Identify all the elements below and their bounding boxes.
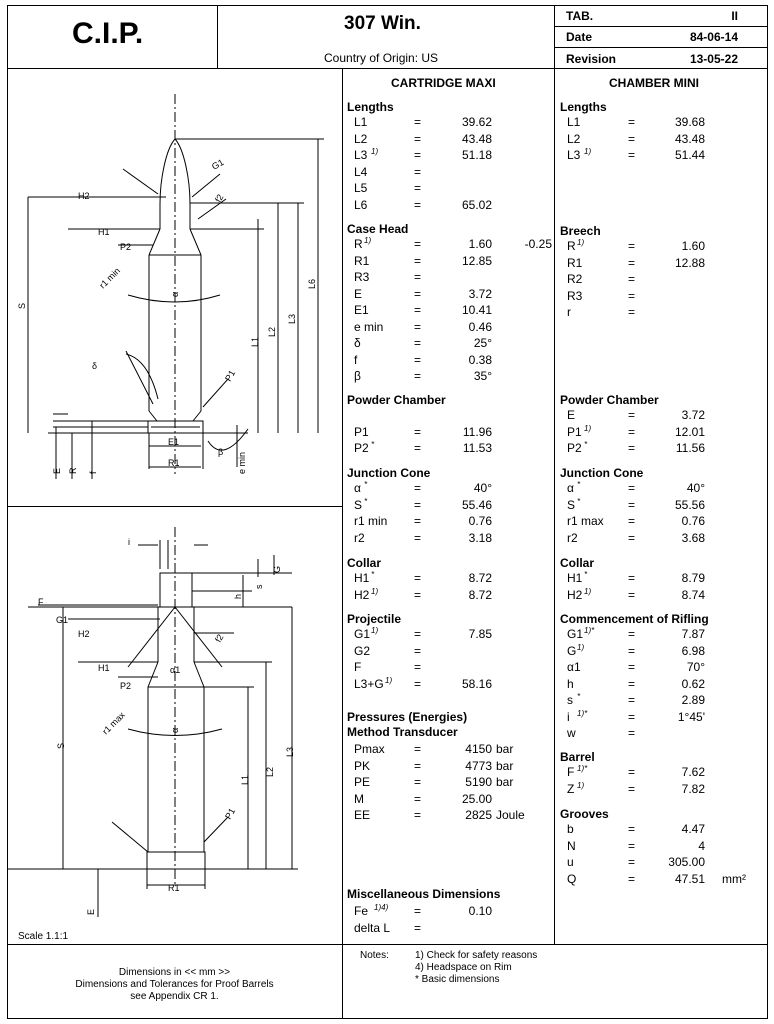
param-label: P1	[354, 424, 369, 439]
param-label: Z	[567, 781, 575, 796]
param-label: F	[567, 765, 575, 779]
col-sep-left	[342, 68, 343, 944]
param-value: 55.56	[674, 497, 705, 512]
frame-bottom	[7, 1018, 768, 1019]
chamber-section-title: Powder Chamber	[560, 393, 659, 407]
pressure-value: 25.00	[461, 791, 492, 806]
param-value: 11.96	[462, 424, 492, 439]
equals-sign: =	[414, 904, 422, 918]
param-label: F	[354, 660, 362, 674]
param-label: s	[567, 693, 573, 707]
param-label: L6	[354, 197, 368, 212]
param-value: 3.72	[468, 286, 492, 301]
scale-label: Scale 1.1:1	[18, 931, 69, 942]
pressure-value: 4150	[465, 742, 492, 756]
param-value: 40°	[686, 481, 705, 495]
svg-text:r1 max: r1 max	[100, 709, 127, 737]
equals-sign: =	[628, 765, 636, 779]
param-value: 3.68	[681, 530, 705, 545]
param-value: 7.87	[681, 627, 705, 641]
equals-sign: =	[628, 676, 636, 691]
misc-label: Fe	[354, 904, 369, 918]
equals-sign: =	[628, 288, 636, 303]
note-3: * Basic dimensions	[415, 974, 500, 985]
param-value: 11.56	[675, 441, 705, 455]
param-label: H2	[567, 587, 583, 602]
equals-sign: =	[414, 481, 422, 495]
param-label: G2	[354, 643, 371, 658]
equals-sign: =	[628, 408, 636, 422]
equals-sign: =	[414, 181, 422, 195]
frame-right	[767, 5, 768, 1019]
footer-sep	[342, 944, 343, 1019]
cartridge-section-title: Collar	[347, 556, 382, 570]
chamber-section-title: Commencement of Rifling	[560, 612, 709, 626]
param-value: 0.62	[681, 676, 705, 691]
pressure-label: PE	[354, 775, 371, 789]
param-value: 8.72	[468, 571, 492, 585]
param-label: H1	[354, 571, 370, 585]
param-value: 305.00	[668, 855, 705, 869]
svg-text:P2: P2	[120, 242, 132, 252]
param-label: G1	[567, 627, 584, 641]
param-value: 0.76	[681, 514, 705, 528]
tab-row-sep	[554, 26, 768, 27]
param-label: α1	[567, 660, 581, 674]
equals-sign: =	[628, 305, 636, 319]
equals-sign: =	[628, 115, 636, 129]
param-value: 0.76	[468, 514, 492, 528]
param-label: e min	[354, 319, 384, 334]
param-label: Q	[567, 871, 577, 886]
param-label: P2	[567, 441, 582, 455]
pressures-title: Pressures (Energies)	[347, 710, 468, 724]
param-value: 7.82	[681, 781, 705, 796]
equals-sign: =	[628, 855, 636, 869]
cartridge-section-title: Case Head	[347, 222, 409, 236]
param-value: 12.88	[674, 255, 705, 270]
param-label: R1	[567, 255, 583, 270]
param-label: r2	[354, 530, 365, 545]
param-label: G1	[354, 627, 371, 641]
equals-sign: =	[414, 791, 422, 806]
param-label: L2	[567, 131, 581, 146]
chamber-section-title: Lengths	[560, 100, 607, 114]
equals-sign: =	[414, 775, 422, 789]
param-value: 1.60	[681, 239, 705, 253]
param-value: 4.47	[681, 822, 705, 836]
equals-sign: =	[414, 115, 422, 129]
equals-sign: =	[414, 319, 422, 334]
org-logo: C.I.P.	[72, 17, 144, 50]
equals-sign: =	[414, 148, 422, 162]
param-value: 25°	[473, 336, 492, 350]
param-value: 39.68	[674, 115, 705, 129]
equals-sign: =	[628, 530, 636, 545]
param-value: 12.01	[674, 424, 705, 439]
notes-label: Notes:	[360, 950, 389, 961]
equals-sign: =	[628, 571, 636, 585]
param-label: E	[354, 286, 363, 301]
svg-text:L3: L3	[287, 313, 297, 324]
svg-text:H2: H2	[78, 629, 90, 639]
equals-sign: =	[414, 253, 422, 268]
param-value: 58.16	[461, 676, 492, 691]
svg-text:P1: P1	[223, 368, 238, 383]
svg-text:L2: L2	[267, 326, 277, 337]
svg-text:P1: P1	[223, 806, 238, 821]
footer-dims-3: see Appendix CR 1.	[130, 991, 219, 1002]
svg-text:P2: P2	[120, 681, 132, 691]
equals-sign: =	[414, 424, 422, 439]
chamber-drawing	[8, 507, 342, 944]
equals-sign: =	[414, 497, 422, 512]
param-label: L1	[567, 115, 581, 129]
param-value: 65.02	[461, 197, 492, 212]
equals-sign: =	[414, 441, 422, 455]
param-label: E1	[354, 303, 369, 317]
date-label: Date	[566, 30, 593, 44]
svg-text:H1: H1	[98, 227, 110, 237]
equals-sign: =	[628, 709, 636, 724]
param-label: f	[354, 352, 358, 367]
param-label: R3	[567, 288, 583, 303]
equals-sign: =	[628, 822, 636, 836]
equals-sign: =	[414, 758, 422, 773]
equals-sign: =	[628, 148, 636, 162]
svg-text:G1: G1	[210, 157, 226, 172]
chamber-section-title: Barrel	[560, 750, 595, 764]
equals-sign: =	[628, 514, 636, 528]
param-label: G	[567, 643, 577, 658]
param-value: 4	[698, 838, 705, 853]
param-label: R1	[354, 253, 370, 268]
cartridge-section-title: Powder Chamber	[347, 393, 446, 407]
svg-text:E: E	[86, 908, 96, 915]
revision-value: 13-05-22	[689, 52, 738, 66]
equals-sign: =	[414, 571, 422, 585]
svg-text:S: S	[56, 742, 66, 749]
tab-label: TAB.	[566, 9, 594, 23]
chamber-section-title: Grooves	[560, 807, 609, 821]
equals-sign: =	[414, 131, 422, 146]
param-label: H2	[354, 587, 370, 602]
svg-text:L2: L2	[265, 766, 275, 777]
equals-sign: =	[414, 270, 422, 284]
chamber-section-title: Collar	[560, 556, 595, 570]
svg-text:f2: f2	[213, 632, 226, 644]
pressure-unit: bar	[496, 758, 514, 773]
svg-text:S: S	[17, 302, 27, 309]
param-label: r	[567, 305, 571, 319]
param-value: 0.38	[468, 352, 492, 367]
svg-text:E1: E1	[168, 437, 180, 447]
param-label: R2	[567, 272, 583, 286]
date-value: 84-06-14	[689, 30, 738, 44]
equals-sign: =	[414, 742, 422, 756]
svg-text:R1: R1	[168, 458, 180, 468]
param-label: H1	[567, 571, 583, 585]
equals-sign: =	[628, 726, 636, 740]
param-value: 35°	[473, 369, 492, 383]
svg-text:i: i	[128, 537, 130, 547]
param-value: 70°	[686, 660, 705, 674]
svg-text:α: α	[170, 291, 180, 297]
param-value: 6.98	[681, 643, 705, 658]
param-label: L1	[354, 115, 368, 129]
equals-sign: =	[628, 838, 636, 853]
param-label: R	[354, 237, 363, 251]
country-of-origin: Country of Origin: US	[324, 51, 439, 65]
cartridge-section-title: Lengths	[347, 100, 394, 114]
param-label: E	[567, 408, 576, 422]
svg-text:F: F	[38, 597, 44, 607]
param-value: 3.72	[681, 408, 705, 422]
equals-sign: =	[414, 197, 422, 212]
equals-sign: =	[414, 587, 422, 602]
param-value: 8.79	[681, 571, 705, 585]
param-label: α	[354, 481, 361, 495]
param-label: L3	[354, 148, 368, 162]
param-value: 8.72	[468, 587, 492, 602]
svg-text:H2: H2	[78, 191, 90, 201]
svg-text:G1: G1	[56, 615, 69, 625]
param-value: 11.53	[462, 441, 492, 455]
misc-title: Miscellaneous Dimensions	[347, 887, 501, 901]
chamber-title: CHAMBER MINI	[609, 76, 699, 90]
cartridge-section-title: Junction Cone	[347, 466, 431, 480]
param-tolerance: -0.25	[524, 237, 552, 251]
equals-sign: =	[628, 660, 636, 674]
equals-sign: =	[414, 303, 422, 317]
param-label: L3+G	[354, 676, 384, 691]
param-label: S	[567, 497, 576, 512]
equals-sign: =	[628, 272, 636, 286]
svg-text:E: E	[52, 467, 62, 474]
equals-sign: =	[628, 693, 636, 707]
equals-sign: =	[628, 424, 636, 439]
note-2: 4) Headspace on Rim	[415, 962, 512, 973]
pressure-unit: bar	[496, 775, 514, 789]
equals-sign: =	[628, 239, 636, 253]
svg-text:e min: e min	[237, 451, 247, 474]
equals-sign: =	[414, 643, 422, 658]
date-row-sep	[554, 47, 768, 48]
param-value: 1°45'	[677, 709, 705, 724]
revision-label: Revision	[566, 52, 617, 66]
svg-text:L1: L1	[240, 774, 250, 785]
page-title: 307 Win.	[344, 13, 421, 34]
svg-text:f: f	[88, 471, 98, 474]
equals-sign: =	[414, 627, 422, 641]
pressure-unit: Joule	[496, 808, 525, 822]
equals-sign: =	[414, 352, 422, 367]
equals-sign: =	[414, 920, 422, 935]
equals-sign: =	[414, 660, 422, 674]
pressure-label: Pmax	[354, 742, 385, 756]
footer-dims-2: Dimensions and Tolerances for Proof Barrels	[75, 979, 274, 990]
param-label: L2	[354, 131, 368, 146]
svg-text:R: R	[68, 467, 78, 474]
pressure-label: PK	[354, 758, 371, 773]
param-label: α	[567, 481, 574, 495]
param-label: h	[567, 676, 574, 691]
pressure-value: 2825	[465, 808, 492, 822]
equals-sign: =	[414, 336, 422, 350]
param-value: 43.48	[461, 131, 492, 146]
method-title: Method Transducer	[347, 725, 458, 739]
footer-divider	[7, 944, 768, 945]
equals-sign: =	[628, 131, 636, 146]
param-label: P1	[567, 424, 582, 439]
svg-text:G: G	[272, 565, 282, 573]
footer-dims-1: Dimensions in << mm >>	[118, 967, 231, 978]
equals-sign: =	[414, 676, 422, 691]
svg-text:H1: H1	[98, 663, 110, 673]
param-value: 7.85	[468, 627, 492, 641]
equals-sign: =	[628, 497, 636, 512]
param-value: 51.18	[461, 148, 492, 162]
param-value: 8.74	[681, 587, 705, 602]
pressure-unit: bar	[496, 742, 514, 756]
equals-sign: =	[414, 514, 422, 528]
svg-text:L1: L1	[250, 336, 260, 347]
param-label: S	[354, 497, 363, 512]
svg-text:h: h	[233, 593, 243, 599]
param-label: r2	[567, 530, 578, 545]
misc-label: delta L	[354, 920, 391, 935]
pressure-label: EE	[354, 808, 371, 822]
svg-text:δ: δ	[92, 361, 98, 371]
frame-top	[7, 5, 768, 6]
param-label: u	[567, 855, 574, 869]
param-value: 40°	[473, 481, 492, 495]
equals-sign: =	[628, 481, 636, 495]
cartridge-drawing	[8, 69, 342, 506]
param-label: b	[567, 822, 574, 836]
svg-text:r1 min: r1 min	[97, 265, 123, 291]
pressure-label: M	[354, 791, 364, 806]
equals-sign: =	[628, 781, 636, 796]
pressure-value: 5190	[465, 775, 492, 789]
param-label: L5	[354, 181, 368, 195]
param-label: δ	[354, 336, 361, 350]
param-value: 2.89	[681, 693, 705, 707]
chamber-section-title: Junction Cone	[560, 466, 644, 480]
note-1: 1) Check for safety reasons	[415, 950, 538, 961]
param-value: 7.62	[681, 765, 705, 779]
cartridge-title: CARTRIDGE MAXI	[391, 76, 496, 90]
param-label: i	[567, 709, 570, 724]
equals-sign: =	[414, 286, 422, 301]
param-label: N	[567, 838, 576, 853]
equals-sign: =	[414, 530, 422, 545]
param-value: 51.44	[674, 148, 705, 162]
equals-sign: =	[628, 587, 636, 602]
misc-value: 0.10	[468, 904, 492, 918]
param-label: β	[354, 369, 361, 383]
param-value: 12.85	[461, 253, 492, 268]
param-unit: mm²	[722, 871, 746, 886]
param-label: r1 min	[354, 514, 388, 528]
param-value: 10.41	[461, 303, 492, 317]
param-value: 1.60	[468, 237, 492, 251]
equals-sign: =	[628, 627, 636, 641]
svg-text:f2: f2	[213, 192, 226, 204]
col-sep-right	[554, 5, 555, 944]
svg-text:R1: R1	[168, 883, 180, 893]
equals-sign: =	[414, 237, 422, 251]
svg-text:α1: α1	[170, 665, 181, 675]
param-label: L3	[567, 148, 581, 162]
pressure-value: 4773	[465, 758, 492, 773]
svg-text:β: β	[218, 447, 224, 457]
cartridge-section-title: Projectile	[347, 612, 402, 626]
param-label: r1 max	[567, 514, 604, 528]
param-label: L4	[354, 164, 368, 179]
param-value: 0.46	[468, 319, 492, 334]
equals-sign: =	[414, 369, 422, 383]
equals-sign: =	[628, 255, 636, 270]
equals-sign: =	[414, 808, 422, 822]
param-label: R3	[354, 270, 370, 284]
svg-text:L6: L6	[307, 278, 317, 289]
svg-text:α: α	[170, 727, 180, 733]
param-label: R	[567, 239, 576, 253]
svg-text:L3: L3	[285, 746, 295, 757]
param-value: 39.62	[461, 115, 492, 129]
param-label: w	[567, 726, 576, 740]
param-value: 55.46	[461, 497, 492, 512]
equals-sign: =	[628, 643, 636, 658]
param-value: 47.51	[674, 871, 705, 886]
tab-value: II	[731, 9, 738, 23]
param-value: 43.48	[674, 131, 705, 146]
svg-text:s: s	[254, 584, 264, 589]
equals-sign: =	[628, 871, 636, 886]
equals-sign: =	[628, 441, 636, 455]
equals-sign: =	[414, 164, 422, 179]
param-value: 3.18	[468, 530, 492, 545]
chamber-section-title: Breech	[560, 224, 601, 238]
param-label: P2	[354, 441, 369, 455]
header-sep-1	[217, 5, 218, 68]
